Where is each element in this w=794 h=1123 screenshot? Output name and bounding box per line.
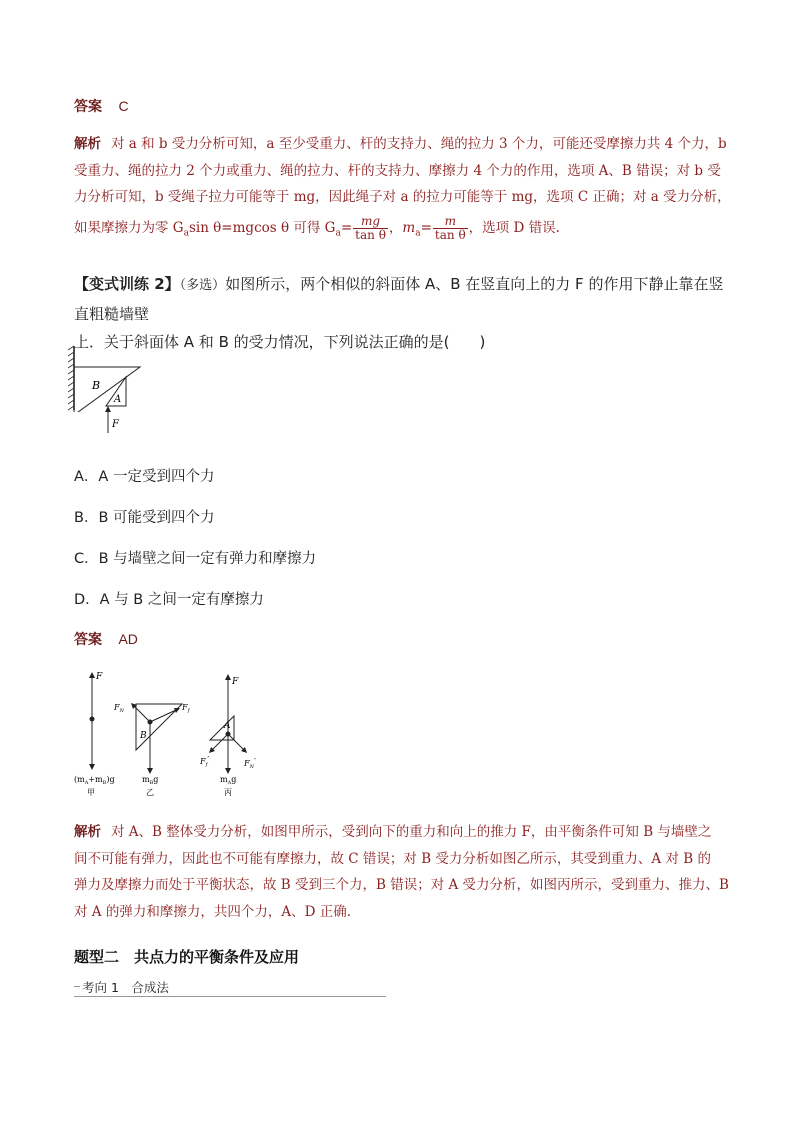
fraction-2: $\frac{m}{\text{tan θ}}$ xyxy=(434,213,466,242)
question-block xyxy=(74,270,738,356)
bing-mg: $m_Ag$ xyxy=(220,775,237,786)
sub-heading: 考向 1 合成法 xyxy=(82,980,169,995)
jia-mg: $(m_A+m_B)g$ xyxy=(74,775,115,786)
question-tag: 【变式训练 2】 xyxy=(74,275,180,293)
label-b: B xyxy=(92,379,101,392)
label-yi: 乙 xyxy=(146,788,154,797)
answer-label: 答案 xyxy=(74,99,102,115)
question-figure xyxy=(64,342,148,412)
label-a: A xyxy=(114,394,122,405)
analysis1-line-4d: ，选项 D 错误. xyxy=(468,219,560,236)
question-line-2: 上．关于斜面体 A 和 B 的受力情况，下列说法正确的是( ) xyxy=(74,333,486,351)
option-d[interactable]: D．A 与 B 之间一定有摩擦力 xyxy=(74,592,264,608)
option-a[interactable]: A．A 一定受到四个力 xyxy=(74,469,215,485)
bing-fn: $F_N'$ xyxy=(244,757,256,770)
force-diagrams xyxy=(68,666,268,802)
analysis1-line-1: 对 a 和 b 受力分析可知，a 至少受重力、杆的支持力、绳的拉力 3 个力，可能还受摩擦力共 4 个力，b xyxy=(111,136,727,152)
diagram-yi xyxy=(113,703,191,797)
question-line-1: 如图所示，两个相似的斜面体 A、B 在竖直向上的力 F 的作用下静止靠在竖直粗糙墙壁 xyxy=(74,275,724,323)
label-bing: 丙 xyxy=(224,788,232,797)
label-jia: 甲 xyxy=(87,788,95,797)
analysis-label-2: 解析 xyxy=(74,824,101,840)
section-title: 题型二 共点力的平衡条件及应用 xyxy=(74,948,300,966)
analysis-block-2 xyxy=(74,819,738,925)
svg-text:F: F xyxy=(96,672,103,682)
diagram-jia xyxy=(74,672,115,797)
answer-value: C xyxy=(118,98,129,114)
analysis-label: 解析 xyxy=(74,136,101,152)
option-b[interactable]: B．B 可能受到四个力 xyxy=(74,510,215,526)
analysis2-line-2: 间不可能有弹力，因此也不可能有摩擦力，故 C 错误；对 B 受力分析如图乙所示，其受到重力、A 对 B 的 xyxy=(74,850,711,867)
force-f-arrow xyxy=(100,405,130,435)
yi-ff: $F_f$ xyxy=(182,703,190,714)
yi-fn: $F_N$ xyxy=(114,703,124,714)
answer-line-1 xyxy=(74,96,129,116)
analysis1-line-4a: 如果摩擦力为零 G xyxy=(74,219,184,236)
analysis1-line-3: 力分析可知，b 受绳子拉力可能等于 mg，因此绳子对 a 的拉力可能等于 mg，选项 C 正确；对 a 受力分析， xyxy=(74,189,731,205)
option-c[interactable]: C．B 与墙壁之间一定有弹力和摩擦力 xyxy=(74,551,317,567)
analysis2-line-4: 对 A 的弹力和摩擦力，共四个力，A、D 正确. xyxy=(74,903,351,920)
analysis1-line-4: 如果摩擦力为零 $G_a\sin$ θ=mgcos θ 可得 $G_a=$ $\frac{mg}{\text{tan θ}}$ ，$m_a=$ $\frac{m}{\text{tan θ}}$ ，选项 D 错误. xyxy=(74,213,560,242)
sub-heading-box xyxy=(74,976,386,997)
question-multi: （多选） xyxy=(179,278,226,293)
bing-ff: $F_f'$ xyxy=(200,755,210,768)
analysis1-line-2: 受重力、绳的拉力 2 个力或重力、绳的拉力、杆的支持力、摩擦力 4 个力的作用，选项 A、B 错误；对 b 受 xyxy=(74,162,721,179)
analysis1-line-4c: m xyxy=(402,219,416,236)
answer-line-2 xyxy=(74,629,138,649)
label-f: F xyxy=(112,419,119,430)
analysis2-line-3: 弹力及摩擦力而处于平衡状态，故 B 受到三个力，B 错误；对 A 受力分析，如图丙所示，受到重力、推力、B xyxy=(74,877,729,893)
analysis-block-1 xyxy=(74,131,738,247)
diagram-bing xyxy=(199,674,256,797)
svg-text:A: A xyxy=(224,721,231,731)
wall-hatching xyxy=(68,346,74,410)
svg-text:B: B xyxy=(140,731,147,741)
answer-label-2: 答案 xyxy=(74,632,102,648)
analysis2-line-1: 对 A、B 整体受力分析，如图甲所示，受到向下的重力和向上的推力 F，由平衡条件可知 B 与墙壁之 xyxy=(111,824,712,840)
svg-text:F: F xyxy=(232,677,239,687)
fraction-1: $\frac{mg}{\text{tan θ}}$ xyxy=(355,213,386,242)
analysis1-line-4b: sin θ=mgcos θ 可得 G xyxy=(188,219,336,236)
yi-mg: $m_Bg$ xyxy=(142,775,159,786)
answer-value-2: AD xyxy=(118,631,138,647)
